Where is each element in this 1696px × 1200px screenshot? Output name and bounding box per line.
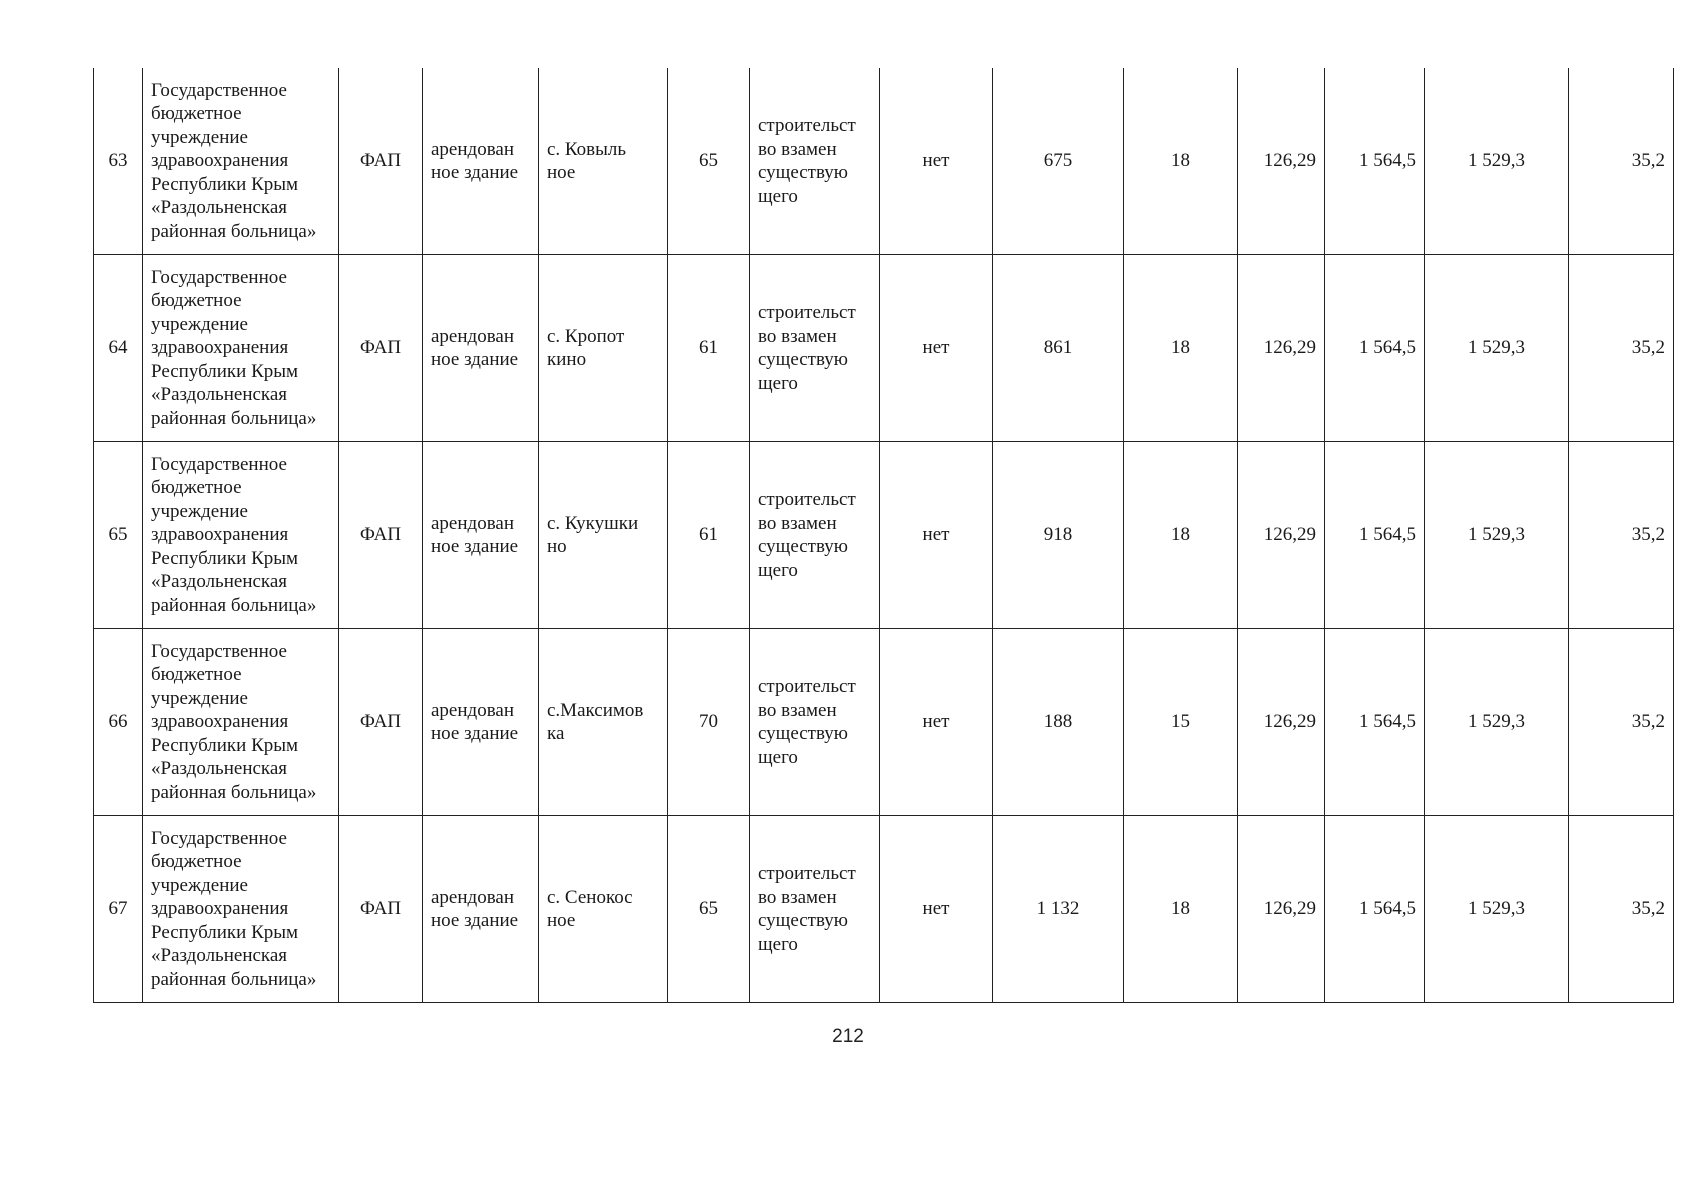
value-cell-9: 18	[1124, 442, 1238, 629]
value-cell-11: 1 564,5	[1325, 255, 1425, 442]
row-number: 63	[94, 68, 143, 255]
facility-type-cell: ФАП	[339, 68, 423, 255]
row-number: 65	[94, 442, 143, 629]
row-number: 67	[94, 816, 143, 1003]
value-cell-12: 1 529,3	[1425, 442, 1569, 629]
organization-cell: Государственное бюджетное учреждение здравоохранения Республики Крым «Раздольненская районная больница»	[143, 68, 339, 255]
value-cell-5: 61	[668, 255, 750, 442]
locality-cell: с. Сенокос ное	[539, 816, 668, 1003]
row-number: 66	[94, 629, 143, 816]
value-cell-5: 65	[668, 816, 750, 1003]
flag-cell: нет	[880, 442, 993, 629]
value-cell-9: 18	[1124, 816, 1238, 1003]
locality-cell: с. Кукушки но	[539, 442, 668, 629]
locality-cell: с. Ковыль ное	[539, 68, 668, 255]
value-cell-12: 1 529,3	[1425, 816, 1569, 1003]
work-type-cell: строительст во взамен существую щего	[750, 255, 880, 442]
value-cell-5: 70	[668, 629, 750, 816]
value-cell-12: 1 529,3	[1425, 255, 1569, 442]
organization-cell: Государственное бюджетное учреждение здравоохранения Республики Крым «Раздольненская районная больница»	[143, 442, 339, 629]
document-sheet	[93, 68, 1673, 1003]
building-cell: арендован ное здание	[423, 816, 539, 1003]
value-cell-8: 675	[993, 68, 1124, 255]
row-number: 64	[94, 255, 143, 442]
value-cell-5: 61	[668, 442, 750, 629]
value-cell-9: 18	[1124, 68, 1238, 255]
value-cell-11: 1 564,5	[1325, 816, 1425, 1003]
value-cell-8: 861	[993, 255, 1124, 442]
facility-type-cell: ФАП	[339, 629, 423, 816]
work-type-cell: строительст во взамен существую щего	[750, 442, 880, 629]
table-row	[94, 816, 1674, 1003]
flag-cell: нет	[880, 255, 993, 442]
facility-type-cell: ФАП	[339, 442, 423, 629]
table-row	[94, 442, 1674, 629]
flag-cell: нет	[880, 816, 993, 1003]
value-cell-8: 188	[993, 629, 1124, 816]
value-cell-13: 35,2	[1569, 816, 1674, 1003]
building-cell: арендован ное здание	[423, 68, 539, 255]
value-cell-9: 18	[1124, 255, 1238, 442]
value-cell-11: 1 564,5	[1325, 68, 1425, 255]
organization-cell: Государственное бюджетное учреждение здравоохранения Республики Крым «Раздольненская районная больница»	[143, 816, 339, 1003]
value-cell-11: 1 564,5	[1325, 629, 1425, 816]
building-cell: арендован ное здание	[423, 629, 539, 816]
building-cell: арендован ное здание	[423, 255, 539, 442]
facility-type-cell: ФАП	[339, 816, 423, 1003]
value-cell-12: 1 529,3	[1425, 68, 1569, 255]
value-cell-8: 1 132	[993, 816, 1124, 1003]
organization-cell: Государственное бюджетное учреждение здравоохранения Республики Крым «Раздольненская районная больница»	[143, 629, 339, 816]
flag-cell: нет	[880, 68, 993, 255]
locality-cell: с.Максимов ка	[539, 629, 668, 816]
table-row	[94, 629, 1674, 816]
value-cell-13: 35,2	[1569, 442, 1674, 629]
value-cell-13: 35,2	[1569, 255, 1674, 442]
value-cell-12: 1 529,3	[1425, 629, 1569, 816]
locality-cell: с. Кропот кино	[539, 255, 668, 442]
value-cell-11: 1 564,5	[1325, 442, 1425, 629]
building-cell: арендован ное здание	[423, 442, 539, 629]
value-cell-13: 35,2	[1569, 629, 1674, 816]
value-cell-10: 126,29	[1238, 816, 1325, 1003]
value-cell-13: 35,2	[1569, 68, 1674, 255]
facility-type-cell: ФАП	[339, 255, 423, 442]
value-cell-10: 126,29	[1238, 629, 1325, 816]
value-cell-10: 126,29	[1238, 442, 1325, 629]
value-cell-5: 65	[668, 68, 750, 255]
value-cell-9: 15	[1124, 629, 1238, 816]
table-row	[94, 255, 1674, 442]
work-type-cell: строительст во взамен существую щего	[750, 629, 880, 816]
work-type-cell: строительст во взамен существую щего	[750, 816, 880, 1003]
page-number: 212	[832, 1026, 864, 1047]
flag-cell: нет	[880, 629, 993, 816]
value-cell-8: 918	[993, 442, 1124, 629]
table-row	[94, 68, 1674, 255]
facilities-table	[93, 68, 1674, 1003]
work-type-cell: строительст во взамен существую щего	[750, 68, 880, 255]
organization-cell: Государственное бюджетное учреждение здравоохранения Республики Крым «Раздольненская районная больница»	[143, 255, 339, 442]
value-cell-10: 126,29	[1238, 255, 1325, 442]
value-cell-10: 126,29	[1238, 68, 1325, 255]
